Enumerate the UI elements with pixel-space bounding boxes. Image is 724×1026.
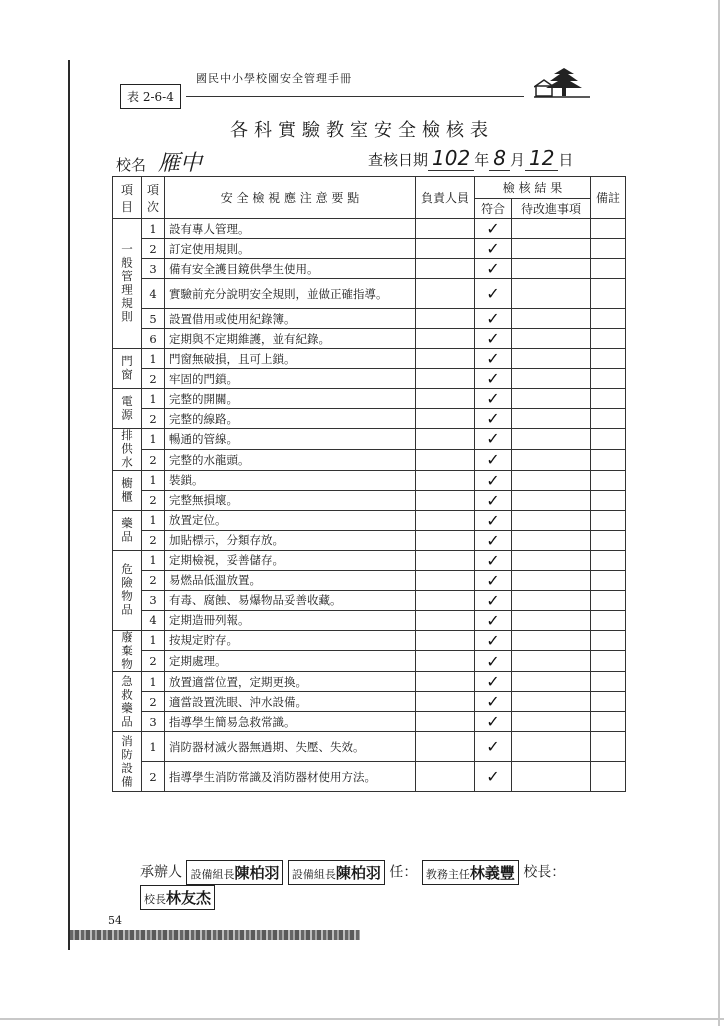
item-text: 適當設置洗眼、沖水設備。 <box>165 692 416 712</box>
responsible-cell <box>416 429 475 450</box>
table-row <box>113 651 626 672</box>
table-row <box>113 219 626 239</box>
responsible-cell <box>416 279 475 309</box>
item-number: 6 <box>142 329 165 349</box>
category-cell: 排供水 <box>113 429 142 471</box>
remarks-cell <box>591 219 626 239</box>
responsible-cell <box>416 329 475 349</box>
responsible-cell <box>416 672 475 692</box>
item-number: 2 <box>142 692 165 712</box>
item-number: 3 <box>142 590 165 610</box>
item-number: 2 <box>142 651 165 672</box>
table-row <box>113 732 626 762</box>
item-text: 消防器材滅火器無過期、失壓、失效。 <box>165 732 416 762</box>
header-points: 安 全 檢 視 應 注 意 要 點 <box>165 177 416 219</box>
todo-cell <box>512 309 591 329</box>
item-text: 指導學生消防常識及消防器材使用方法。 <box>165 762 416 792</box>
pass-checkmark-icon: ✓ <box>475 329 512 349</box>
header-rule <box>186 96 524 97</box>
todo-cell <box>512 510 591 530</box>
remarks-cell <box>591 692 626 712</box>
item-number: 1 <box>142 550 165 570</box>
remarks-cell <box>591 259 626 279</box>
responsible-cell <box>416 470 475 490</box>
item-text: 定期處理。 <box>165 651 416 672</box>
responsible-cell <box>416 239 475 259</box>
item-number: 1 <box>142 630 165 651</box>
item-number: 2 <box>142 409 165 429</box>
scan-artifact-strip <box>70 930 360 940</box>
todo-cell <box>512 490 591 510</box>
responsible-cell <box>416 651 475 672</box>
director-label: 任： <box>389 864 418 881</box>
responsible-cell <box>416 630 475 651</box>
category-cell: 門窗 <box>113 349 142 389</box>
pass-checkmark-icon: ✓ <box>475 692 512 712</box>
pass-checkmark-icon: ✓ <box>475 239 512 259</box>
school-name-field <box>116 146 214 177</box>
todo-cell <box>512 219 591 239</box>
pass-checkmark-icon: ✓ <box>475 570 512 590</box>
day-unit: 日 <box>558 151 574 169</box>
category-cell: 藥品 <box>113 510 142 550</box>
pass-checkmark-icon: ✓ <box>475 651 512 672</box>
item-text: 裝鎖。 <box>165 470 416 490</box>
remarks-cell <box>591 762 626 792</box>
date-month: 8 <box>489 146 510 171</box>
header-todo: 待改進事項 <box>512 199 591 219</box>
table-row <box>113 672 626 692</box>
header-category: 項目 <box>113 177 142 219</box>
responsible-cell <box>416 590 475 610</box>
item-text: 備有安全護目鏡供學生使用。 <box>165 259 416 279</box>
responsible-cell <box>416 349 475 369</box>
todo-cell <box>512 610 591 630</box>
date-year: 102 <box>428 146 474 171</box>
todo-cell <box>512 259 591 279</box>
item-number: 3 <box>142 259 165 279</box>
school-label: 校名 <box>116 156 147 174</box>
responsible-cell <box>416 732 475 762</box>
item-text: 設有專人管理。 <box>165 219 416 239</box>
table-row <box>113 530 626 550</box>
equipment-leader-stamp: 設備組長陳柏羽 <box>186 860 283 885</box>
school-value: 雁中 <box>146 151 214 177</box>
responsible-cell <box>416 762 475 792</box>
table-row <box>113 279 626 309</box>
category-cell: 消防設備 <box>113 732 142 792</box>
category-cell: 一般管理規則 <box>113 219 142 349</box>
remarks-cell <box>591 409 626 429</box>
remarks-cell <box>591 651 626 672</box>
table-row <box>113 389 626 409</box>
table-row <box>113 239 626 259</box>
table-row <box>113 409 626 429</box>
responsible-cell <box>416 490 475 510</box>
item-number: 3 <box>142 712 165 732</box>
pass-checkmark-icon: ✓ <box>475 490 512 510</box>
table-row <box>113 550 626 570</box>
year-unit: 年 <box>474 151 490 169</box>
date-day: 12 <box>525 146 558 171</box>
form-title: 各科實驗教室安全檢核表 <box>230 120 494 141</box>
todo-cell <box>512 651 591 672</box>
remarks-cell <box>591 279 626 309</box>
responsible-cell <box>416 692 475 712</box>
scan-border-left <box>68 60 70 950</box>
item-number: 4 <box>142 279 165 309</box>
pass-checkmark-icon: ✓ <box>475 259 512 279</box>
todo-cell <box>512 762 591 792</box>
remarks-cell <box>591 672 626 692</box>
principal-label: 校長： <box>523 864 566 881</box>
responsible-cell <box>416 712 475 732</box>
pass-checkmark-icon: ✓ <box>475 732 512 762</box>
table-row <box>113 429 626 450</box>
table-row <box>113 369 626 389</box>
category-cell: 急救藥品 <box>113 672 142 732</box>
item-text: 訂定使用規則。 <box>165 239 416 259</box>
todo-cell <box>512 732 591 762</box>
todo-cell <box>512 389 591 409</box>
table-row <box>113 259 626 279</box>
todo-cell <box>512 409 591 429</box>
category-cell: 危險物品 <box>113 550 142 630</box>
item-text: 暢通的管線。 <box>165 429 416 450</box>
item-text: 放置定位。 <box>165 510 416 530</box>
pass-checkmark-icon: ✓ <box>475 449 512 470</box>
pass-checkmark-icon: ✓ <box>475 510 512 530</box>
remarks-cell <box>591 329 626 349</box>
table-row <box>113 570 626 590</box>
pass-checkmark-icon: ✓ <box>475 530 512 550</box>
pass-checkmark-icon: ✓ <box>475 369 512 389</box>
responsible-cell <box>416 409 475 429</box>
remarks-cell <box>591 732 626 762</box>
checklist-body <box>113 219 626 792</box>
remarks-cell <box>591 590 626 610</box>
remarks-cell <box>591 530 626 550</box>
todo-cell <box>512 590 591 610</box>
item-text: 放置適當位置，定期更換。 <box>165 672 416 692</box>
item-text: 指導學生簡易急救常識。 <box>165 712 416 732</box>
todo-cell <box>512 550 591 570</box>
header-pass: 符合 <box>475 199 512 219</box>
item-text: 設置借用或使用紀錄簿。 <box>165 309 416 329</box>
responsible-cell <box>416 510 475 530</box>
todo-cell <box>512 429 591 450</box>
remarks-cell <box>591 490 626 510</box>
pass-checkmark-icon: ✓ <box>475 630 512 651</box>
table-row <box>113 329 626 349</box>
item-text: 定期與不定期維護，並有紀錄。 <box>165 329 416 349</box>
header-item-no: 項次 <box>142 177 165 219</box>
pass-checkmark-icon: ✓ <box>475 219 512 239</box>
todo-cell <box>512 570 591 590</box>
remarks-cell <box>591 712 626 732</box>
item-number: 2 <box>142 449 165 470</box>
table-row <box>113 449 626 470</box>
item-number: 2 <box>142 570 165 590</box>
table-row <box>113 610 626 630</box>
table-row <box>113 309 626 329</box>
item-number: 2 <box>142 490 165 510</box>
item-text: 完整無損壞。 <box>165 490 416 510</box>
todo-cell <box>512 712 591 732</box>
scan-border-bottom <box>0 1018 724 1020</box>
item-number: 1 <box>142 429 165 450</box>
pass-checkmark-icon: ✓ <box>475 550 512 570</box>
category-cell: 櫥櫃 <box>113 470 142 510</box>
pass-checkmark-icon: ✓ <box>475 712 512 732</box>
table-row <box>113 630 626 651</box>
item-number: 1 <box>142 470 165 490</box>
item-text: 完整的水龍頭。 <box>165 449 416 470</box>
remarks-cell <box>591 570 626 590</box>
item-number: 2 <box>142 530 165 550</box>
item-text: 完整的線路。 <box>165 409 416 429</box>
signature-row <box>140 860 640 910</box>
pass-checkmark-icon: ✓ <box>475 389 512 409</box>
todo-cell <box>512 279 591 309</box>
table-row <box>113 470 626 490</box>
category-cell: 電源 <box>113 389 142 429</box>
table-row <box>113 590 626 610</box>
academic-director-stamp: 教務主任林義豐 <box>422 860 519 885</box>
remarks-cell <box>591 389 626 409</box>
item-text: 按規定貯存。 <box>165 630 416 651</box>
manual-title: 國民中小學校園安全管理手冊 <box>196 72 352 85</box>
header-remarks: 備註 <box>591 177 626 219</box>
responsible-cell <box>416 570 475 590</box>
header-result: 檢 核 結 果 <box>475 177 591 199</box>
item-number: 2 <box>142 239 165 259</box>
item-text: 定期檢視，妥善儲存。 <box>165 550 416 570</box>
pass-checkmark-icon: ✓ <box>475 349 512 369</box>
todo-cell <box>512 470 591 490</box>
page-number: 54 <box>108 914 122 927</box>
date-label: 查核日期 <box>368 151 429 169</box>
inspection-date-field <box>368 146 573 170</box>
responsible-cell <box>416 219 475 239</box>
table-row <box>113 762 626 792</box>
header-responsible: 負責人員 <box>416 177 475 219</box>
responsible-cell <box>416 449 475 470</box>
remarks-cell <box>591 470 626 490</box>
item-number: 1 <box>142 219 165 239</box>
item-number: 4 <box>142 610 165 630</box>
item-text: 牢固的門鎖。 <box>165 369 416 389</box>
todo-cell <box>512 692 591 712</box>
remarks-cell <box>591 239 626 259</box>
item-number: 2 <box>142 369 165 389</box>
remarks-cell <box>591 429 626 450</box>
responsible-cell <box>416 389 475 409</box>
item-number: 1 <box>142 672 165 692</box>
pass-checkmark-icon: ✓ <box>475 470 512 490</box>
item-number: 1 <box>142 389 165 409</box>
handler-label: 承辦人 <box>140 864 182 881</box>
item-number: 1 <box>142 732 165 762</box>
equipment-leader-stamp-2: 設備組長陳柏羽 <box>288 860 385 885</box>
pass-checkmark-icon: ✓ <box>475 309 512 329</box>
remarks-cell <box>591 510 626 530</box>
school-house-logo-icon <box>534 66 590 100</box>
todo-cell <box>512 672 591 692</box>
remarks-cell <box>591 449 626 470</box>
item-text: 易燃品低溫放置。 <box>165 570 416 590</box>
todo-cell <box>512 239 591 259</box>
todo-cell <box>512 329 591 349</box>
item-text: 實驗前充分說明安全規則，並做正確指導。 <box>165 279 416 309</box>
item-number: 5 <box>142 309 165 329</box>
item-text: 定期造冊列報。 <box>165 610 416 630</box>
pass-checkmark-icon: ✓ <box>475 672 512 692</box>
responsible-cell <box>416 309 475 329</box>
table-row <box>113 510 626 530</box>
responsible-cell <box>416 369 475 389</box>
item-number: 1 <box>142 510 165 530</box>
item-number: 1 <box>142 349 165 369</box>
responsible-cell <box>416 610 475 630</box>
remarks-cell <box>591 630 626 651</box>
item-text: 加貼標示，分類存放。 <box>165 530 416 550</box>
table-row <box>113 490 626 510</box>
scan-border-right <box>718 0 720 1026</box>
form-code: 表 2-6-4 <box>120 84 181 109</box>
remarks-cell <box>591 550 626 570</box>
responsible-cell <box>416 259 475 279</box>
category-cell: 廢棄物 <box>113 630 142 672</box>
item-text: 完整的開關。 <box>165 389 416 409</box>
pass-checkmark-icon: ✓ <box>475 279 512 309</box>
todo-cell <box>512 449 591 470</box>
todo-cell <box>512 530 591 550</box>
pass-checkmark-icon: ✓ <box>475 590 512 610</box>
todo-cell <box>512 369 591 389</box>
table-row <box>113 692 626 712</box>
responsible-cell <box>416 530 475 550</box>
pass-checkmark-icon: ✓ <box>475 762 512 792</box>
month-unit: 月 <box>509 151 525 169</box>
item-text: 有毒、腐蝕、易爆物品妥善收藏。 <box>165 590 416 610</box>
pass-checkmark-icon: ✓ <box>475 610 512 630</box>
pass-checkmark-icon: ✓ <box>475 409 512 429</box>
remarks-cell <box>591 309 626 329</box>
table-row <box>113 349 626 369</box>
pass-checkmark-icon: ✓ <box>475 429 512 450</box>
safety-checklist-table <box>112 176 626 792</box>
remarks-cell <box>591 369 626 389</box>
table-row <box>113 712 626 732</box>
todo-cell <box>512 630 591 651</box>
remarks-cell <box>591 610 626 630</box>
item-number: 2 <box>142 762 165 792</box>
responsible-cell <box>416 550 475 570</box>
item-text: 門窗無破損，且可上鎖。 <box>165 349 416 369</box>
todo-cell <box>512 349 591 369</box>
principal-stamp: 校長林友杰 <box>140 885 215 910</box>
remarks-cell <box>591 349 626 369</box>
